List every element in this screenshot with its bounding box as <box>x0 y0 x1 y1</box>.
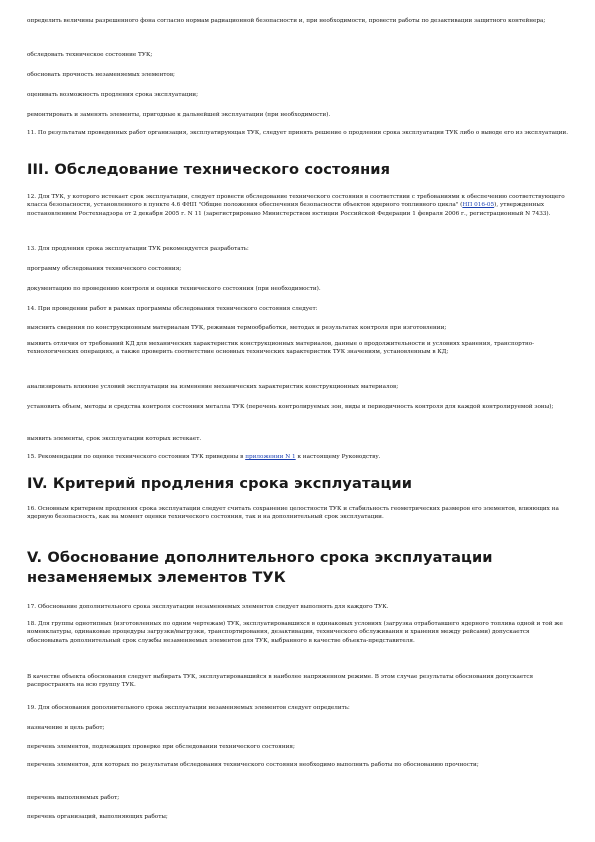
paragraph-program: программу обследования технического состояния; <box>27 266 182 272</box>
paragraph-15-text: 15. Рекомендации по оценке технического состояния ТУК приведены в <box>27 454 246 460</box>
paragraph-works: перечень выполняемых работ; <box>27 795 120 801</box>
paragraph-differences: выявить отличия от требований КД для механических характеристик конструкционных материалов, данные о продолжительности и условиях хранения, транспортно-технологических операциях, а также проверить соответствие основных технических характеристик ТУК значениям, установленным в КД; <box>27 341 535 356</box>
paragraph-control-scope: установить объем, методы и средства контроля состояния металла ТУК (перечень контролируемых зон, виды и периодичность контроля для каждой контролируемой зоны); <box>27 404 554 410</box>
paragraph-12-text: 12. Для ТУК, у которого истекает срок эксплуатации, следует провести обследование технического состояния в соответствии с требованиями к обеспечению соответствующего класса безопасности, установленного в пункте 4.6 ФНП "Общие положения обеспечения безопасности объектов ядерного топливного цикла" ( <box>27 194 565 209</box>
paragraph-18: 18. Для группы однотипных (изготовленных по одним чертежам) ТУК, эксплуатировавшихся в одинаковых условиях (загрузка отработавшего ядерного топлива одной и той же номенклатуры, одинаковые процедуры загрузки/выгрузки, транспортирования, дезактивации, технического обслуживания и хранения между рейсами) допускается обосновывать дополнительный срок службы незаменяемых элементов для ТУК, выбранного в качестве объекта-представителя. <box>27 621 563 644</box>
section-heading-3: III. Обследование технического состояния <box>27 161 391 178</box>
paragraph-purpose: назначение и цель работ; <box>27 725 105 731</box>
paragraph-expiring: выявить элементы, срок эксплуатации которых истекает. <box>27 436 202 442</box>
paragraph-13: 13. Для продления срока эксплуатации ТУК рекомендуется разработать: <box>27 246 249 252</box>
paragraph-19: 19. Для обоснования дополнительного срока эксплуатации незаменяемых элементов следует определить: <box>27 705 350 711</box>
paragraph-inspect-condition: обследовать техническое состояние ТУК; <box>27 52 153 58</box>
paragraph-15-text-end: к настоящему Руководству. <box>295 454 381 460</box>
paragraph-representative: В качестве объекта обоснования следует выбирать ТУК, эксплуатировавшийся в наиболее напряженном режиме. В этом случае результаты обоснования допускается распространять на всю группу ТУК. <box>27 674 534 689</box>
paragraph-documentation: документацию по проведению контроля и оценки технического состояния (при необходимости). <box>27 286 321 292</box>
paragraph-materials: выяснить сведения по конструкционным материалам ТУК, режимам термообработки, методах и результатах контроля при изготовлении; <box>27 325 447 331</box>
paragraph-analyze: анализировать влияние условий эксплуатации на изменение механических характеристик конструкционных материалов; <box>27 384 399 390</box>
appendix-1-link[interactable]: приложении N 1 <box>245 454 296 460</box>
paragraph-11: 11. По результатам проведенных работ организация, эксплуатирующая ТУК, следует принять решение о продлении срока эксплуатации ТУК либо о выводе его из эксплуатации. <box>27 130 569 136</box>
section-heading-5: V. Обоснование дополнительного срока эксплуатации незаменяемых элементов ТУК <box>27 549 493 586</box>
paragraph-decontamination: определить величины разрешенного фона согласно нормам радиационной безопасности и, при необходимости, провести работы по дезактивации защитного контейнера; <box>27 18 546 24</box>
paragraph-17: 17. Обоснование дополнительного срока эксплуатации незаменяемых элементов следует выполнять для каждого ТУК. <box>27 604 389 610</box>
paragraph-12 <box>27 193 569 218</box>
paragraph-15 <box>27 453 569 461</box>
paragraph-14: 14. При проведении работ в рамках программы обследования технического состояния следует: <box>27 306 318 312</box>
paragraph-12-text-end: ), утвержденных постановлением Ростехнадзора от 2 декабря 2005 г. N 11 (зарегистрировано Министерством юстиции Российской Федерации 1 февраля 2006 г., регистрационный N 7433). <box>27 202 551 217</box>
paragraph-organizations: перечень организаций, выполняющих работы; <box>27 814 168 820</box>
paragraph-elements-check: перечень элементов, подлежащих проверке при обследовании технического состояния; <box>27 744 295 750</box>
np-016-05-link[interactable]: НП 016-05 <box>462 202 495 209</box>
paragraph-repair: ремонтировать и заменять элементы, пригодные к дальнейшей эксплуатации (при необходимости). <box>27 112 331 118</box>
paragraph-strength: обосновать прочность незаменяемых элементов; <box>27 72 175 78</box>
paragraph-evaluate-extension: оценивать возможность продления срока эксплуатации; <box>27 92 199 98</box>
section-heading-4: IV. Критерий продления срока эксплуатации <box>27 475 413 492</box>
paragraph-16: 16. Основным критерием продления срока эксплуатации следует считать сохранение целостности ТУК и стабильность геометрических размеров его элементов, влияющих на ядерную безопасность, как на момент оценки технического состояния, так и на дополнительный срок эксплуатации. <box>27 506 559 521</box>
paragraph-elements-strength: перечень элементов, для которых по результатам обследования технического состояния необходимо выполнить работы по обоснованию прочности; <box>27 762 479 768</box>
